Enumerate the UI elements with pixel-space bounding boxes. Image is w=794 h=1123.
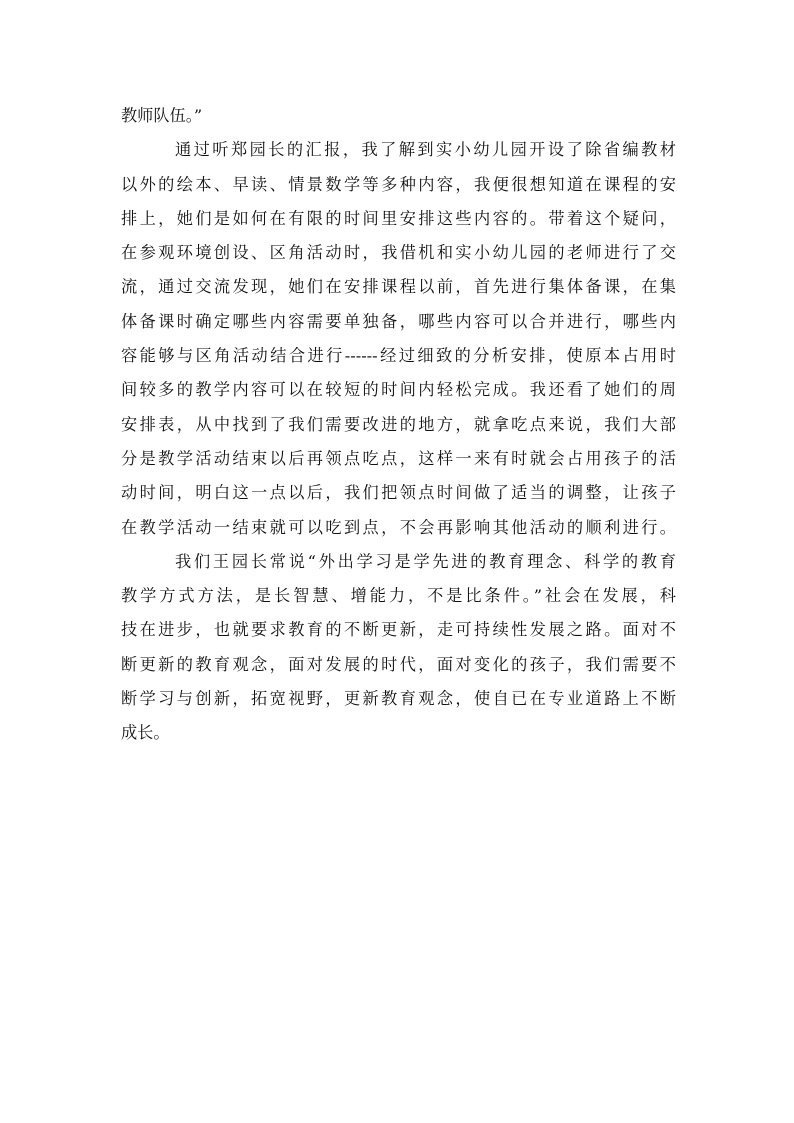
text-line: 在参观环境创设、区角活动时，我借机和实小幼儿园的老师进行了交: [121, 243, 676, 263]
document-body: [121, 99, 676, 751]
text-line: 技在进步，也就要求教育的不断更新，走可持续性发展之路。面对不: [121, 620, 676, 640]
text-line: 教学方式方法，是长智慧、增能力，不是比条件。”社会在发展，科: [121, 586, 676, 606]
text-line: 动时间，明白这一点以后，我们把领点时间做了适当的调整，让孩子: [121, 483, 676, 503]
text-line: 以外的绘本、早读、情景数学等多种内容，我便很想知道在课程的安: [121, 174, 676, 194]
text-line: 分是教学活动结束以后再领点吃点，这样一来有时就会占用孩子的活: [121, 448, 676, 468]
text-line: 流，通过交流发现，她们在安排课程以前，首先进行集体备课，在集: [121, 277, 676, 297]
paragraph-first-line: 我们王园长常说“外出学习是学先进的教育理念、科学的教育: [175, 551, 676, 571]
text-line: 在教学活动一结束就可以吃到点，不会再影响其他活动的顺利进行。: [121, 517, 676, 537]
paragraph-first-line: 通过听郑园长的汇报，我了解到实小幼儿园开设了除省编教材: [175, 140, 676, 160]
text-line: 断更新的教育观念，面对发展的时代，面对变化的孩子，我们需要不: [121, 654, 676, 674]
text-line: 断学习与创新，拓宽视野，更新教育观念，使自已在专业道路上不断: [121, 689, 676, 709]
text-line: 教师队伍。”: [121, 106, 203, 125]
text-line: 容能够与区角活动结合进行------经过细致的分析安排，使原本占用时: [121, 346, 676, 366]
text-line: 安排表，从中找到了我们需要改进的地方，就拿吃点来说，我们大部: [121, 414, 676, 434]
text-line: 间较多的教学内容可以在较短的时间内轻松完成。我还看了她们的周: [121, 380, 676, 400]
text-line: 成长。: [121, 723, 170, 743]
text-line: 排上，她们是如何在有限的时间里安排这些内容的。带着这个疑问，: [121, 208, 676, 228]
text-line: 体备课时确定哪些内容需要单独备，哪些内容可以合并进行，哪些内: [121, 311, 676, 331]
